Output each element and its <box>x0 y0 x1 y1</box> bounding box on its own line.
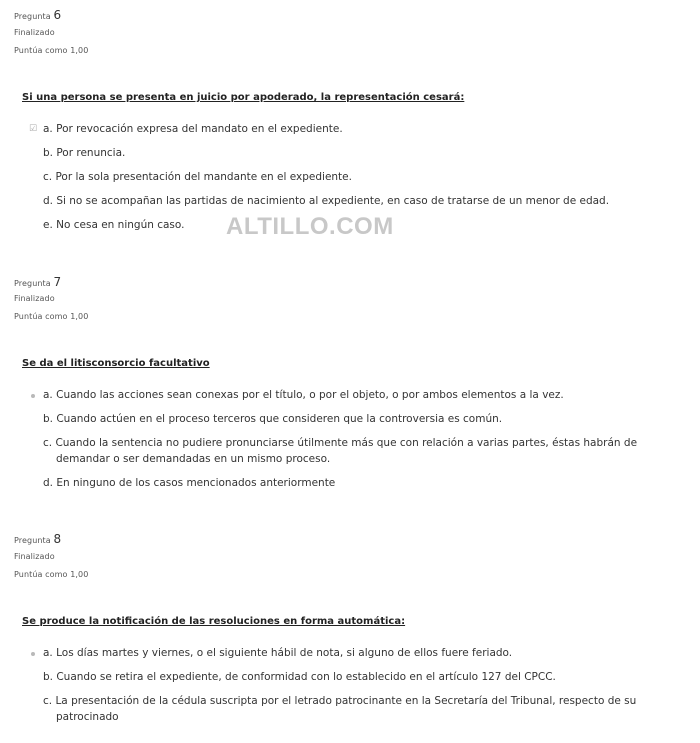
question-7-score: Puntúa como 1,00 <box>14 312 89 321</box>
question-number: 8 <box>53 532 62 546</box>
q7-option-b[interactable]: b. Cuando actúen en el proceso terceros que consideren que la controversia es común. <box>43 413 503 425</box>
q6-option-a[interactable]: a. Por revocación expresa del mandato en el expediente. <box>43 123 343 135</box>
question-label: Pregunta <box>14 536 51 545</box>
q6-option-b[interactable]: b. Por renuncia. <box>43 147 126 159</box>
q8-option-c[interactable]: c. La presentación de la cédula suscripta por el letrado patrocinante en la Secretaría del Tribunal, respecto de su <box>43 695 637 707</box>
radio-selected-icon <box>31 652 35 656</box>
radio-selected-icon <box>31 394 35 398</box>
question-label: Pregunta <box>14 279 51 288</box>
question-6-status: Finalizado <box>14 28 55 37</box>
q6-option-d[interactable]: d. Si no se acompañan las partidas de nacimiento al expediente, en caso de tratarse de un menor de edad. <box>43 195 610 207</box>
checkbox-icon: ☑ <box>29 124 38 134</box>
q7-option-a[interactable]: a. Cuando las acciones sean conexas por el título, o por el objeto, o por ambos elementos a la vez. <box>43 389 564 401</box>
q7-option-d[interactable]: d. En ninguno de los casos mencionados anteriormente <box>43 477 336 489</box>
question-7-status: Finalizado <box>14 294 55 303</box>
question-8-header <box>14 532 61 546</box>
question-6-score: Puntúa como 1,00 <box>14 46 89 55</box>
question-number: 6 <box>53 8 62 22</box>
question-label: Pregunta <box>14 12 51 21</box>
watermark: ALTILLO.COM <box>226 213 394 240</box>
question-6-title: Si una persona se presenta en juicio por apoderado, la representación cesará: <box>22 92 465 103</box>
q8-option-c-continued: patrocinado <box>56 711 119 723</box>
question-6-header <box>14 8 61 22</box>
q8-option-b[interactable]: b. Cuando se retira el expediente, de conformidad con lo establecido en el artículo 127 del CPCC. <box>43 671 556 683</box>
q7-option-c-continued: demandar o ser demandadas en un mismo proceso. <box>56 453 331 465</box>
question-number: 7 <box>53 275 62 289</box>
question-8-title: Se produce la notificación de las resoluciones en forma automática: <box>22 616 406 627</box>
q7-option-c[interactable]: c. Cuando la sentencia no pudiere pronunciarse útilmente más que con relación a varias partes, éstas habrán de <box>43 437 638 449</box>
q6-option-e[interactable]: e. No cesa en ningún caso. <box>43 219 185 231</box>
question-8-score: Puntúa como 1,00 <box>14 570 89 579</box>
q8-option-a[interactable]: a. Los días martes y viernes, o el siguiente hábil de nota, si alguno de ellos fuere feriado. <box>43 647 513 659</box>
question-7-title: Se da el litisconsorcio facultativo <box>22 358 210 369</box>
question-7-header <box>14 275 61 289</box>
q6-option-c[interactable]: c. Por la sola presentación del mandante en el expediente. <box>43 171 352 183</box>
question-8-status: Finalizado <box>14 552 55 561</box>
